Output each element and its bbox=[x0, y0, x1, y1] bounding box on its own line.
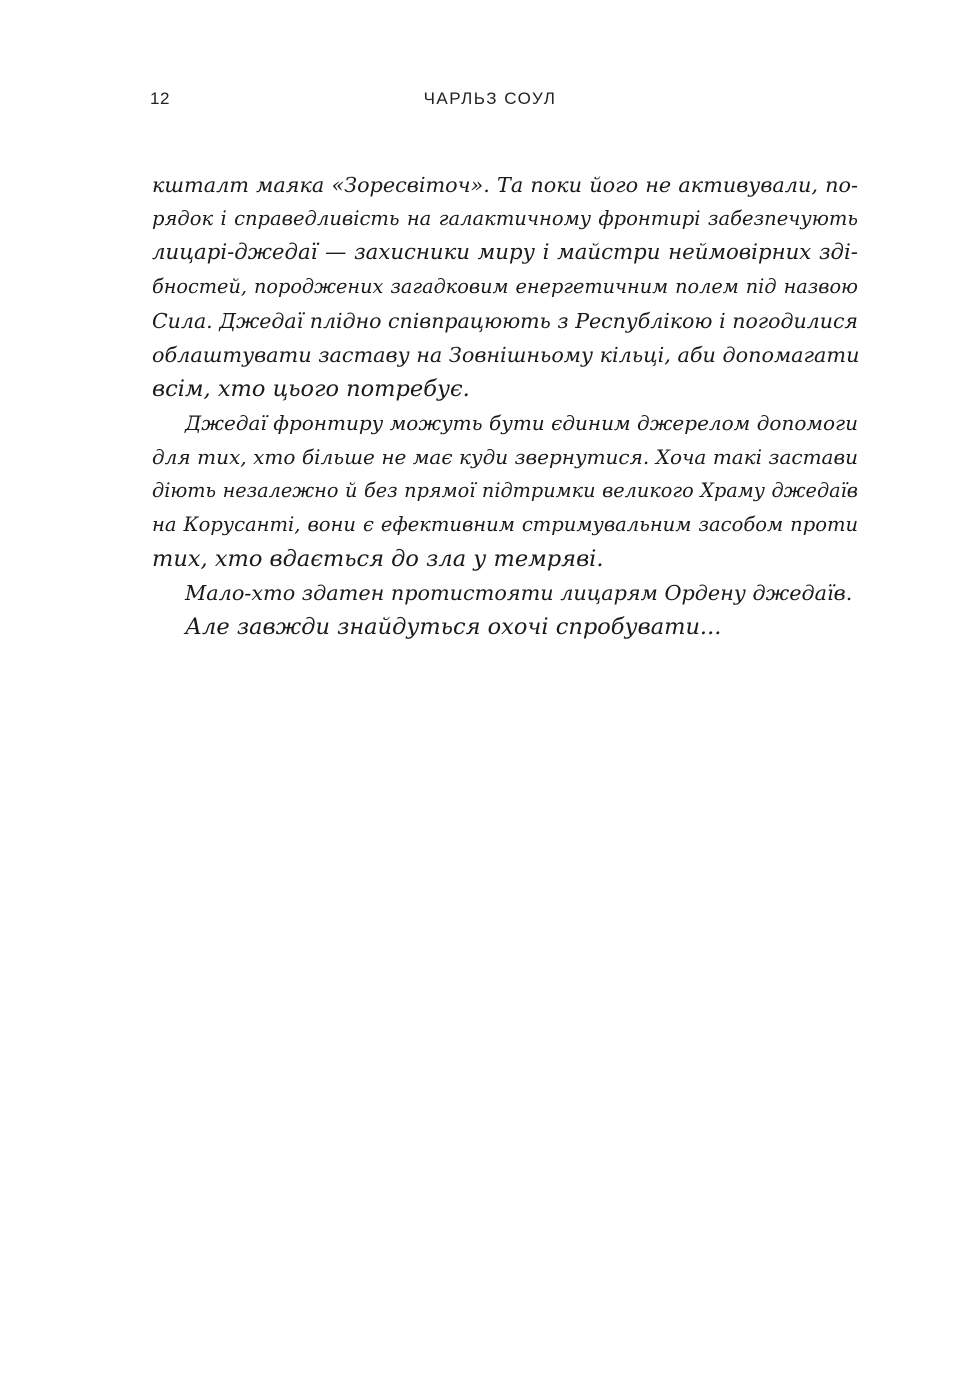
text-line: Джедаї фронтиру можуть бути єдиним джерелом допомоги bbox=[185, 411, 858, 435]
running-head: ЧАРЛЬЗ СОУЛ bbox=[423, 89, 557, 108]
text-line: тих, хто вдається до зла у темряві. bbox=[152, 546, 604, 572]
paragraph-3 bbox=[152, 576, 858, 610]
page-number: 12 bbox=[150, 89, 170, 108]
text-line: лицарі-джедаї — захисники миру і майстри неймовірних зді- bbox=[152, 240, 858, 265]
text-line: бностей, породжених загадковим енергетичним полем під назвою bbox=[152, 275, 858, 298]
body-text bbox=[152, 168, 858, 644]
text-line: діють незалежно й без прямої підтримки великого Храму джедаїв bbox=[152, 479, 858, 502]
paragraph-2 bbox=[152, 406, 858, 576]
text-line: кшталт маяка «Зоресвіточ». Та поки його не активували, по- bbox=[152, 173, 858, 197]
paragraph-1 bbox=[152, 168, 858, 406]
text-line: рядок і справедливість на галактичному фронтирі забезпечують bbox=[152, 207, 858, 230]
text-line: Сила. Джедаї плідно співпрацюють з Республікою і погодилися bbox=[152, 309, 858, 333]
text-line: всім, хто цього потребує. bbox=[152, 376, 470, 402]
paragraph-4 bbox=[152, 610, 858, 644]
text-line: Мало-хто здатен протистояти лицарям Ордену джедаїв. bbox=[185, 581, 853, 605]
text-line: Але завжди знайдуться охочі спробувати... bbox=[185, 614, 722, 640]
text-line: на Корусанті, вони є ефективним стримувальним засобом проти bbox=[152, 513, 858, 536]
text-line: для тих, хто більше не має куди звернутися. Хоча такі застави bbox=[152, 445, 858, 469]
text-line: облаштувати заставу на Зовнішньому кільці, аби допомагати bbox=[152, 343, 860, 367]
